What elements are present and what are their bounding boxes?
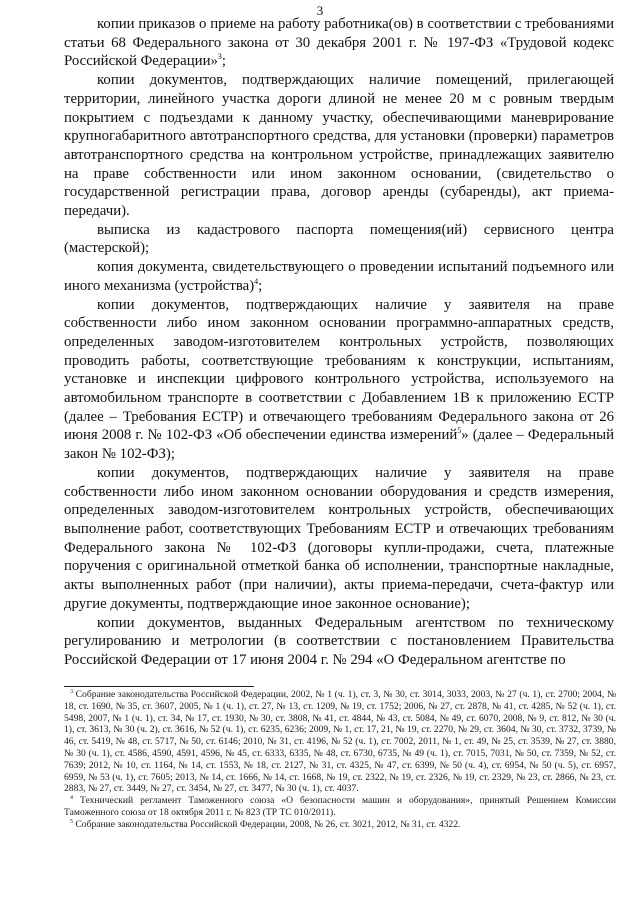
footnote-mark: 5: [70, 818, 73, 825]
paragraph: копии приказов о приеме на работу работника(ов) в соответствии с требованиями статьи 68 Федерального закона от 30 декабря 2001 г. № 197-ФЗ «Трудовой кодекс Российской Федерации»$^3$;: [64, 16, 614, 70]
body-text: [64, 15, 614, 670]
footnote-ref[interactable]: 3: [217, 52, 222, 62]
footnote: $^3$ Собрание законодательства Российской Федерации, 2002, № 1 (ч. 1), ст. 3, № 30, ст. 3014, 3033, 2003, № 27 (ч. 1), ст. 2700; 2004, № 18, ст. 1690, № 35, ст. 3607, 2005, № 1 (ч. 1), ст. 27, № 13, ст. 1209, № 19, ст. 1752; 2006, № 27, ст. 2878, № 41, ст. 4285, № 52 (ч. 1), ст. 5498, 2007, № 1 (ч. 1), ст. 34, № 17, ст. 1930, № 30, ст. 3808, № 41, ст. 4844, № 43, ст. 5084, № 49, ст. 6070, 2008, № 9, ст. 812, № 30 (ч. 1), ст. 3613, № 30 (ч. 2), ст. 3616, № 52 (ч. 1), ст. 6235, 6236; 2009, № 1, ст. 17, 21, № 19, ст. 2270, № 29, ст. 3604, № 30, ст. 3732, 3739, № 46, ст. 5419, № 48, ст. 5717, № 50, ст. 6146; 2010, № 31, ст. 4196, № 52 (ч. 1), ст. 7002, 2011, № 1, ст. 49, № 25, ст. 3539, № 27, ст. 3880, № 30 (ч. 1), ст. 4586, 4590, 4591, 4596, № 45, ст. 6333, 6335, № 48, ст. 6730, 6735, № 49 (ч. 1), ст. 7015, 7031, № 50, ст. 7359, № 52, ст. 7639; 2012, № 10, ст. 1164, № 14, ст. 1553, № 18, ст. 2127, № 31, ст. 4325, № 47, ст. 6399, № 50 (ч. 4), ст. 6954, № 50 (ч. 5), ст. 6957, 6959, № 53 (ч. 1), ст. 7605; 2013, № 14, ст. 1666, № 14, ст. 1668, № 19, ст. 2322, № 19, ст. 2326, № 19, ст. 2329, № 23, ст. 2866, № 23, ст. 2883, № 27, ст. 3449, № 27, ст. 3454, № 27, ст. 3477, № 30 (ч. 1), ст. 4037.: [64, 689, 616, 795]
footnote: $^4$ Технический регламент Таможенного союза «О безопасности машин и оборудования», принятый Решением Комиссии Таможенного союза от 18 октября 2011 г. № 823 (ТР ТС 010/2011).: [64, 795, 617, 818]
page-number: 3: [316, 3, 324, 18]
footnote-ref[interactable]: 5: [457, 426, 462, 436]
paragraph: копии документов, выданных Федеральным агентством по техническому регулированию и метрологии (в соответствии с постановлением Правительства Российской Федерации от 17 июня 2004 г. № 294 «О Федеральном агентстве по: [64, 614, 614, 668]
footnote-ref[interactable]: 4: [254, 276, 259, 286]
paragraph: копии документов, подтверждающих наличие у заявителя на праве собственности либо ином законном основании оборудования и средств измерения, определенных заводом-изготовителем контрольных устройств, обеспечивающих выполнение работ, соответствующих Требованиям ЕСТР и отвечающих требованиям Федерального закона № 102-ФЗ (договоры купли-продажи, счета, платежные поручения с оригинальной отметкой банка об исполнении, транспортные накладные, акты выполненных работ (при наличии), акты приема-передачи, счета-фактур или другие документы, подтверждающие иное законное основание);: [64, 464, 614, 612]
paragraph: копии документов, подтверждающих наличие у заявителя на праве собственности либо ином законном основании программно-аппаратных средств, определенных заводом-изготовителем контрольных устройств, позволяющих проводить работы, соответствующие требованиям к конструкции, испытаниям, установке и инспекции цифрового контрольного устройства, используемого на автомобильном транспорте в соответствии с Добавлением 1В к приложению ЕСТР (далее – Требования ЕСТР) и отвечающего требованиям Федерального закона от 26 июня 2008 г. № 102-ФЗ «Об обеспечении единства измерений$^5$» (далее – Федеральный закон № 102-ФЗ);: [64, 296, 614, 463]
paragraph: копии документов, подтверждающих наличие помещений, прилегающей территории, линейного участка дороги длиной не менее 20 м с ровным твердым покрытием с подъездами к данному участку, обеспечивающими маневрирование крупногабаритного автотранспортного средства, для установки (проверки) параметров автотранспортного средства на контрольном устройстве, принадлежащих заявителю на праве собственности или ином законном основании, (свидетельство о государственной регистрации права, договор аренды (субаренды), акт приема-передачи).: [64, 72, 614, 220]
footnote-mark: 3: [70, 689, 73, 695]
footnote-divider: [64, 686, 254, 687]
footnotes: [64, 689, 616, 831]
footnote-mark: 4: [70, 795, 73, 802]
paragraph: копия документа, свидетельствующего о проведении испытаний подъемного или иного механизма (устройства)$^4$;: [64, 259, 614, 294]
paragraph: выписка из кадастрового паспорта помещения(ий) сервисного центра (мастерской);: [64, 221, 614, 257]
footnote: $^5$ Собрание законодательства Российской Федерации, 2008, № 26, ст. 3021, 2012, № 31, ст. 4322.: [70, 818, 461, 830]
